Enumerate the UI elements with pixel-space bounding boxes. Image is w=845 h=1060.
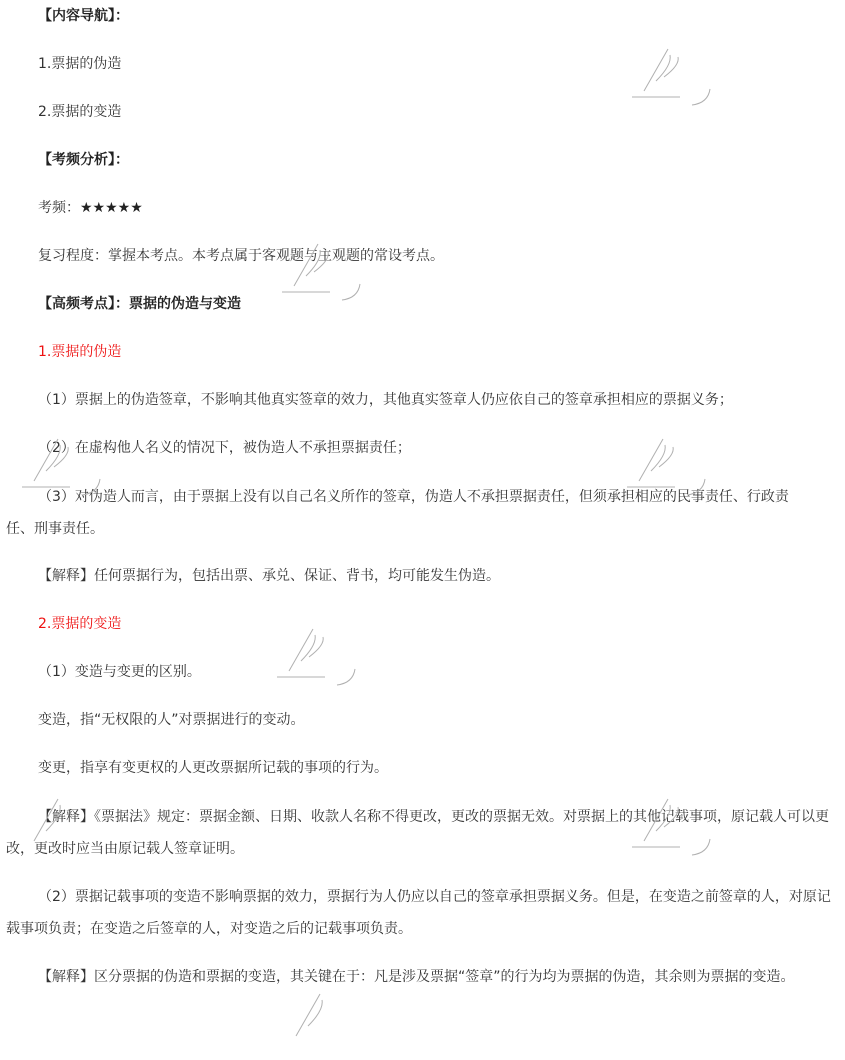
section1-title: 1.票据的伪造: [38, 344, 122, 360]
analysis-heading: 【考频分析】：: [38, 152, 129, 168]
alteration-definition: 变造，指“无权限的人”对票据进行的变动。: [38, 712, 305, 728]
frequency-label: 考频：: [38, 200, 80, 216]
frequency-stars: ★★★★★: [80, 200, 143, 216]
watermark-icon: [282, 990, 372, 1060]
section1-paragraph-1: （1）票据上的伪造签章，不影响其他真实签章的效力，其他真实签章人仍应依自己的签章承担相应的票据义务；: [38, 392, 733, 408]
section2-note-1: 【解释】《票据法》规定：票据金额、日期、收款人名称不得更改，更改的票据无效。对票据上的其他记载事项，原记载人可以更改，更改时应当由原记载人签章证明。: [6, 809, 829, 857]
section2-paragraph-2: （2）票据记载事项的变造不影响票据的效力，票据行为人仍应以自己的签章承担票据义务。但是，在变造之前签章的人，对原记载事项负责；在变造之后签章的人，对变造之后的记载事项负责。: [6, 889, 831, 937]
watermark-icon: [630, 45, 720, 115]
frequency-row: [38, 198, 143, 218]
section2-paragraph-1: （1）变造与变更的区别。: [38, 664, 201, 680]
section2-note-2: 【解释】区分票据的伪造和票据的变造，其关键在于：凡是涉及票据“签章”的行为均为票据的伪造，其余则为票据的变造。: [38, 969, 795, 985]
section1-note: 【解释】任何票据行为，包括出票、承兑、保证、背书，均可能发生伪造。: [38, 568, 500, 584]
section1-paragraph-2: （2）在虚构他人名义的情况下，被伪造人不承担票据责任；: [38, 440, 411, 456]
review-level-text: 复习程度：掌握本考点。本考点属于客观题与主观题的常设考点。: [38, 248, 444, 264]
watermark-icon: [275, 625, 365, 695]
nav-item-forgery[interactable]: 1.票据的伪造: [38, 56, 122, 72]
section2-title: 2.票据的变造: [38, 616, 122, 632]
keypoint-heading: 【高频考点】：票据的伪造与变造: [38, 296, 241, 312]
nav-item-alteration[interactable]: 2.票据的变造: [38, 104, 122, 120]
nav-heading: 【内容导航】：: [38, 8, 129, 24]
change-definition: 变更，指享有变更权的人更改票据所记载的事项的行为。: [38, 760, 388, 776]
section1-paragraph-3: （3）对伪造人而言，由于票据上没有以自己名义所作的签章，伪造人不承担票据责任，但须承担相应的民事责任、行政责任、刑事责任。: [6, 489, 789, 537]
